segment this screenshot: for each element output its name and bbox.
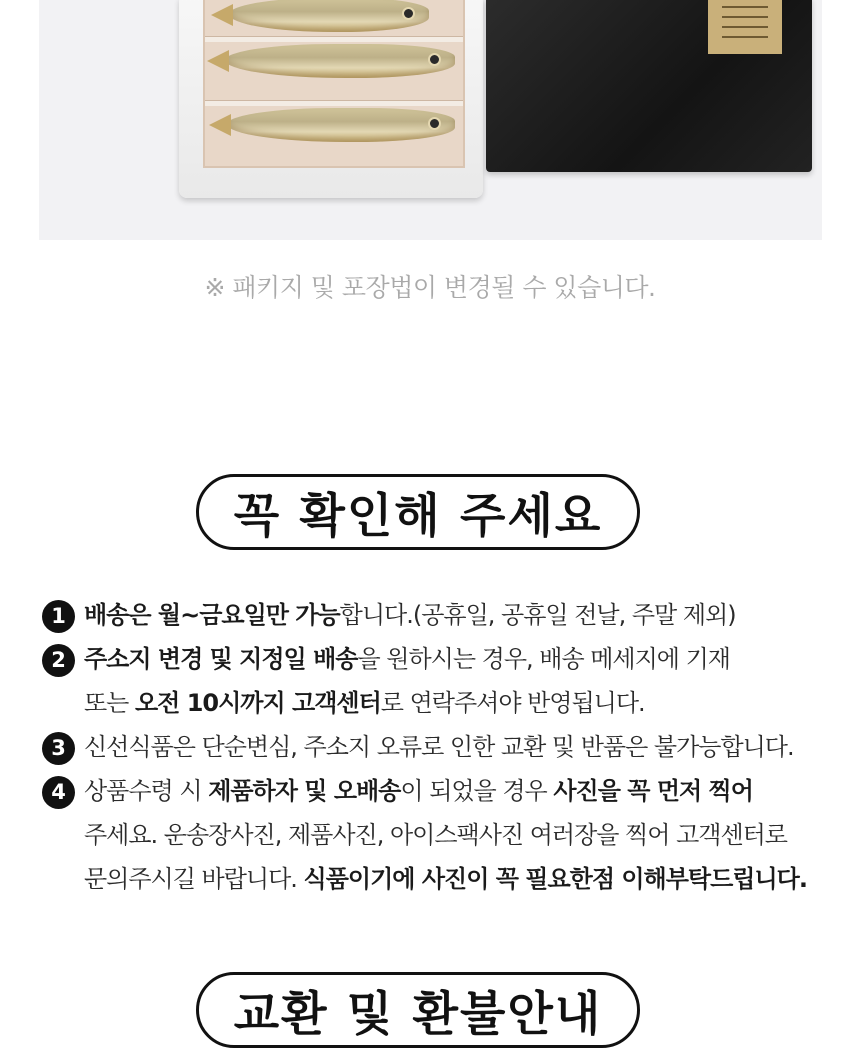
emphasis-text: 제품하자 및 오배송: [208, 777, 401, 805]
number-badge: 2: [42, 644, 75, 677]
fish-image: [225, 44, 455, 78]
fish-image: [227, 108, 455, 142]
list-item: [42, 769, 842, 901]
body-text: 주세요. 운송장사진, 제품사진, 아이스팩사진 여러장을 찍어 고객센터로: [84, 821, 787, 849]
foam-box-image: [179, 0, 483, 198]
emphasis-text: 배송은 월~금요일만 가능: [84, 601, 340, 629]
list-item-line: [84, 857, 842, 901]
body-text: 신선식품은 단순변심, 주소지 오류로 인한 교환 및 반품은 불가능합니다.: [84, 733, 794, 761]
fish-eye: [428, 53, 441, 66]
list-item-line: [84, 637, 842, 681]
list-item-line: [84, 681, 842, 725]
body-text: 로 연락주셔야 반영됩니다.: [380, 689, 645, 717]
list-item: [42, 593, 842, 637]
number-badge: 4: [42, 776, 75, 809]
section-title-exchange: 교환 및 환불안내: [196, 972, 640, 1048]
section-title-check: 꼭 확인해 주세요: [196, 474, 640, 550]
black-gift-bag-image: [486, 0, 812, 172]
list-item: [42, 725, 842, 769]
number-badge: 1: [42, 600, 75, 633]
fish-tray: [203, 0, 465, 168]
product-image-area: [39, 0, 822, 240]
list-item: [42, 637, 842, 725]
tray-divider: [205, 36, 463, 42]
fish-image: [229, 0, 429, 32]
number-badge: 3: [42, 732, 75, 765]
check-list: [42, 593, 842, 901]
body-text: 이 되었을 경우: [400, 777, 554, 805]
list-item-line: [84, 725, 842, 769]
body-text: 또는: [84, 689, 135, 717]
body-text: 합니다.(공휴일, 공휴일 전날, 주말 제외): [339, 601, 736, 629]
body-text: 문의주시길 바랍니다.: [84, 865, 304, 893]
gold-label: [708, 0, 782, 54]
tray-divider: [205, 100, 463, 106]
emphasis-text: 오전 10시까지 고객센터: [135, 689, 381, 717]
emphasis-text: 주소지 변경 및 지정일 배송: [84, 645, 358, 673]
list-item-line: [84, 769, 842, 813]
emphasis-text: 사진을 꼭 먼저 찍어: [553, 777, 753, 805]
list-item-line: [84, 593, 842, 637]
body-text: 을 원하시는 경우, 배송 메세지에 기재: [357, 645, 730, 673]
emphasis-text: 식품이기에 사진이 꼭 필요한점 이해부탁드립니다.: [303, 865, 807, 893]
package-change-notice: ※ 패키지 및 포장법이 변경될 수 있습니다.: [204, 273, 656, 302]
fish-eye: [428, 117, 441, 130]
list-item-line: [84, 813, 842, 857]
body-text: 상품수령 시: [84, 777, 209, 805]
fish-eye: [402, 7, 415, 20]
